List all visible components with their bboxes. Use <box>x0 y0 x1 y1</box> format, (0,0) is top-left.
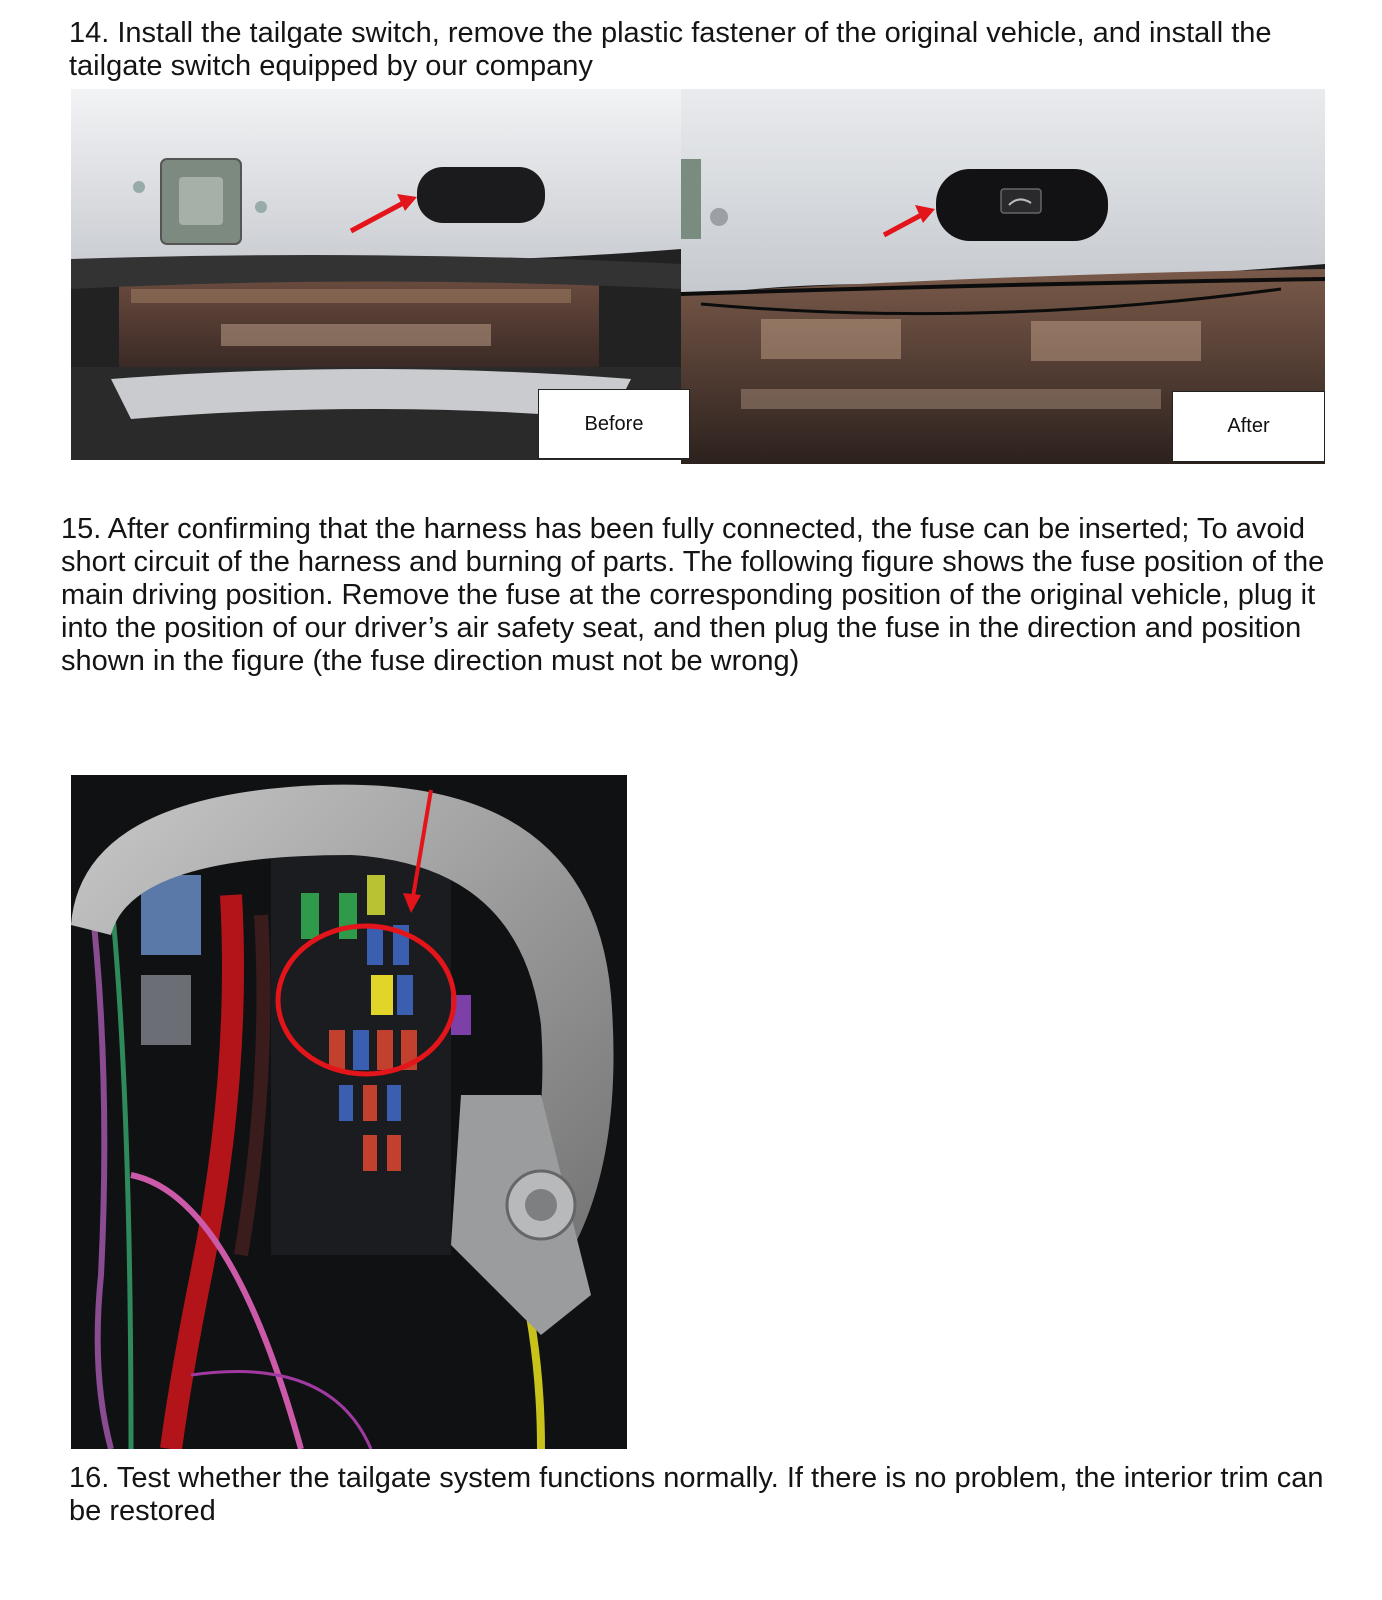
step-15-text: 15. After confirming that the harness has been fully connected, the fuse can be inserted; To avoid short circuit of the harness and burning of parts. The following figure shows the fuse position of the main driving position. Remove the fuse at the corresponding position of the original vehicle, plug it into the position of our driver’s air safety seat, and then plug the fuse in the direction and position shown in the figure (the fuse direction must not be wrong) <box>61 513 1325 677</box>
step-14-text: 14. Install the tailgate switch, remove the plastic fastener of the original vehicle, and install the tailgate switch equipped by our company <box>69 17 1272 82</box>
photo-fuse-box <box>71 775 627 1449</box>
step-16-text: 16. Test whether the tailgate system functions normally. If there is no problem, the interior trim can be restored <box>69 1462 1324 1527</box>
caption-after: After <box>1172 391 1325 462</box>
caption-before: Before <box>538 389 690 459</box>
